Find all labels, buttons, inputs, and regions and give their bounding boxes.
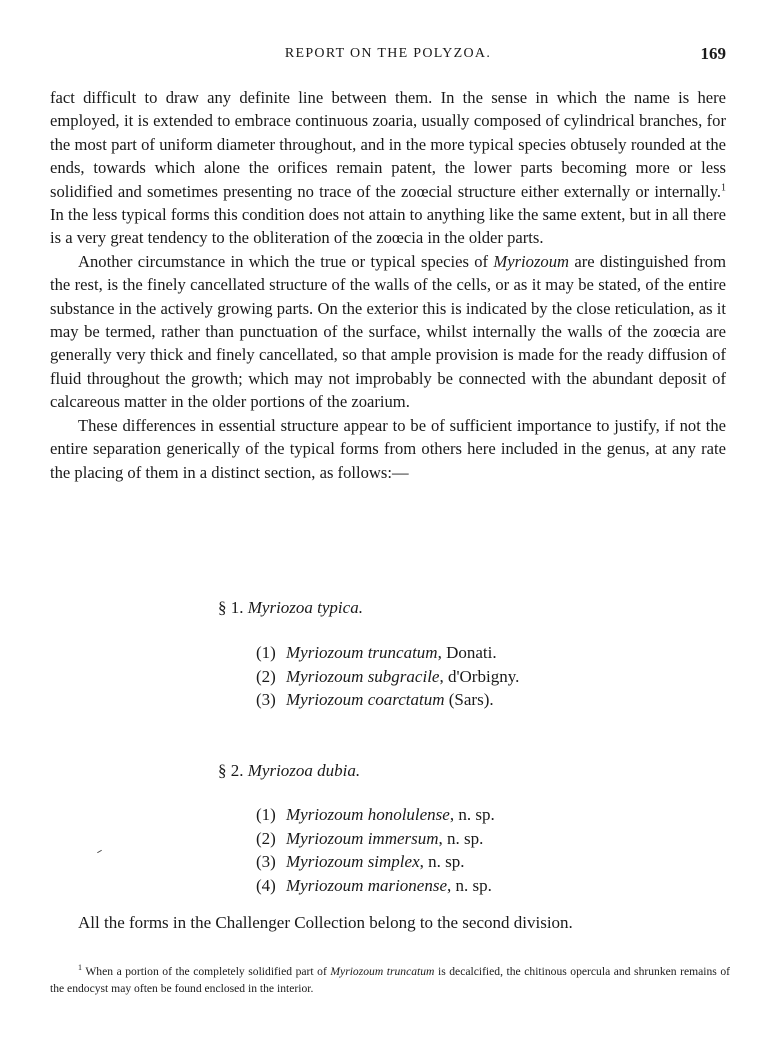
paragraph-3 xyxy=(50,414,726,484)
species-authority: , Donati. xyxy=(437,643,497,662)
running-title: REPORT ON THE POLYZOA. xyxy=(284,46,492,61)
conclusion-sentence: All the forms in the Challenger Collection belong to the second division. xyxy=(78,913,573,932)
section-mark: § 2. xyxy=(218,761,244,780)
stray-ink-mark xyxy=(97,850,102,853)
species-authority: (Sars). xyxy=(444,690,494,709)
paragraph-1-continuation: In the less typical forms this condition does not attain to anything like the same extent, but in all there is a very great tendency to the obliteration of the zoœcia in the older parts. xyxy=(50,205,726,248)
species-number: (3) xyxy=(256,852,276,871)
species-item xyxy=(256,827,495,851)
footnote-reference: 1 xyxy=(721,182,726,194)
section-heading-1 xyxy=(218,598,363,618)
species-number: (1) xyxy=(256,643,276,662)
section-mark: § 1. xyxy=(218,598,244,617)
species-name: Myriozoum honolulense xyxy=(286,805,450,824)
species-number: (2) xyxy=(256,666,276,686)
species-list-1 xyxy=(256,641,519,712)
section-heading-2 xyxy=(218,761,360,781)
paragraph-2 xyxy=(50,250,726,414)
species-number: (2) xyxy=(256,828,276,848)
footnote-part1: When a portion of the completely solidified part of xyxy=(82,965,331,978)
section-name: Myriozoa typica. xyxy=(247,598,363,617)
paragraph-1 xyxy=(50,86,726,250)
running-head xyxy=(50,44,726,68)
species-number: (3) xyxy=(256,690,276,709)
paragraph-2-part1: Another circumstance in which the true or typical species of xyxy=(78,251,494,271)
species-authority: , n. sp. xyxy=(419,852,465,871)
footnote-part2: is decalcified, the chitinous opercula and shrunken remains of the endocyst may often be found enclosed in the interior. xyxy=(50,965,731,995)
species-item xyxy=(256,688,519,712)
section-name: Myriozoa dubia. xyxy=(247,761,361,780)
species-name: Myriozoum truncatum xyxy=(286,643,438,662)
species-name: Myriozoum marionense xyxy=(286,875,448,895)
species-item xyxy=(256,641,519,665)
footnote-mark: 1 xyxy=(78,963,82,973)
species-authority: , n. sp. xyxy=(438,828,484,848)
species-name: Myriozoum immersum xyxy=(286,828,439,848)
species-list-2 xyxy=(256,803,495,897)
species-authority: , n. sp. xyxy=(447,875,492,895)
species-item xyxy=(256,874,495,898)
species-name: Myriozoum simplex xyxy=(286,852,420,871)
species-authority: , n. sp. xyxy=(449,805,495,824)
species-name: Myriozoum coarctatum xyxy=(286,690,445,709)
body-text xyxy=(50,86,726,484)
species-authority: , d'Orbigny. xyxy=(439,666,520,686)
paragraph-2-part2: are distinguished from the rest, is the finely cancellated structure of the walls of the cells, or as it may be stated, of the entire substance in the actively growing parts. On the exterior this is indicated by the close reticulation, as it may be termed, rather than punctuation of the surface, whilst internally the walls of the zoœcia are generally very thick and finely cancellated, so that ample provision is made for the ready diffusion of fluid throughout the growth; which may not improbably be connected with the abundant deposit of calcareous matter in the older portions of the zoarium. xyxy=(50,251,726,412)
species-number: (1) xyxy=(256,805,276,824)
paragraph-1-text: fact difficult to draw any definite line between them. In the sense in which the name is here employed, it is extended to embrace continuous zoaria, usually composed of cylindrical branches, for the most part of uniform diameter throughout, and in the more typical species obtusely rounded at the ends, towards which alone the orifices remain patent, the lower parts becoming more or less solidified and sometimes presenting no trace of the zoœcial structure either externally or internally. xyxy=(50,88,726,201)
species-item xyxy=(256,850,495,874)
paragraph-3-text: These differences in essential structure appear to be of sufficient importance to justify, if not the entire separation generically of the typical forms from others here included in the genus, at any rate the placing of them in a distinct section, as follows:— xyxy=(50,415,726,482)
species-item xyxy=(256,803,495,827)
genus-name: Myriozoum xyxy=(493,251,569,271)
species-item xyxy=(256,665,519,689)
page-number: 169 xyxy=(700,44,726,63)
species-name: Myriozoum subgracile xyxy=(286,666,440,686)
footnote-species-name: Myriozoum truncatum xyxy=(330,965,435,978)
footnote xyxy=(50,963,730,997)
species-number: (4) xyxy=(256,875,276,895)
